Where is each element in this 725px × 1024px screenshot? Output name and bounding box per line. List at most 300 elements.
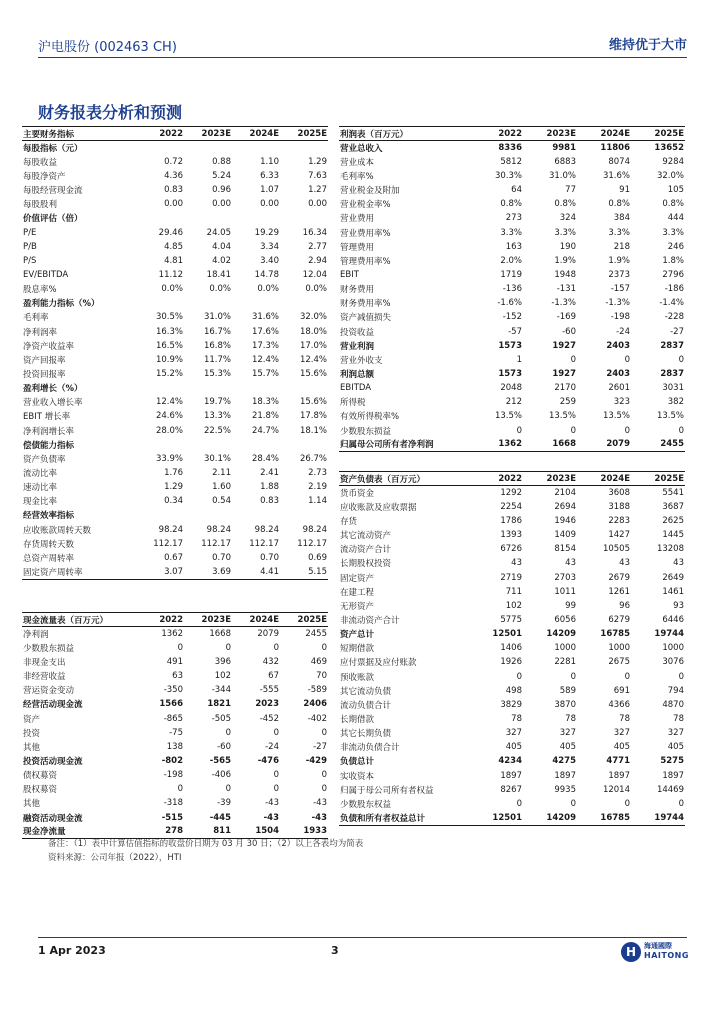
value-cell: 16.3%: [155, 326, 183, 337]
value-cell: 1.29: [308, 156, 327, 167]
row-label: 速动比率: [23, 483, 58, 494]
table-row: [22, 296, 328, 310]
value-cell: 0.54: [212, 496, 231, 507]
value-cell: 4.81: [164, 255, 183, 266]
value-cell: 0: [321, 784, 327, 795]
table-row: [339, 500, 685, 514]
value-cell: 14209: [523, 811, 577, 825]
value-cell: [280, 141, 328, 155]
row-label: 毛利率%: [340, 171, 374, 182]
value-cell: 6279: [608, 614, 630, 625]
table-row: [22, 353, 328, 367]
value-cell: 0.00: [308, 199, 327, 210]
value-cell: 212: [505, 397, 522, 408]
value-cell: [232, 381, 280, 395]
value-cell: 2694: [554, 501, 576, 512]
value-cell: 3.34: [260, 241, 279, 252]
value-cell: 384: [613, 213, 630, 224]
value-cell: 5.15: [280, 565, 328, 579]
value-cell: 1926: [500, 657, 522, 668]
value-cell: 0.8%: [554, 199, 576, 210]
value-cell: 1011: [554, 586, 576, 597]
row-label: 负债和所有者权益总计: [339, 811, 469, 825]
value-cell: 13.5%: [494, 411, 522, 422]
value-cell: 711: [505, 586, 522, 597]
value-cell: 2837: [660, 368, 684, 379]
value-cell: 0: [177, 642, 183, 653]
value-cell: 2.73: [308, 467, 327, 478]
table-row: [339, 141, 685, 155]
year-header-cell: 2025E: [631, 127, 685, 141]
row-label: 非流动负债合计: [340, 743, 400, 754]
report-date: 1 Apr 2023: [38, 944, 106, 957]
value-cell: -1.3%: [551, 298, 576, 309]
value-cell: 13.3%: [203, 411, 231, 422]
table-row: [339, 324, 685, 338]
value-cell: 0: [624, 354, 630, 365]
value-cell: -43: [265, 798, 279, 809]
value-cell: 190: [559, 241, 576, 252]
value-cell: -43: [311, 812, 327, 823]
value-cell: 327: [559, 728, 576, 739]
table-row: [22, 641, 328, 655]
value-cell: 2373: [608, 269, 630, 280]
value-cell: 323: [613, 397, 630, 408]
value-cell: 1668: [209, 628, 231, 639]
value-cell: 1000: [662, 643, 684, 654]
value-cell: 15.6%: [299, 368, 327, 379]
value-cell: 78: [565, 713, 576, 724]
value-cell: -43: [313, 798, 327, 809]
table-row: [22, 740, 328, 754]
value-cell: 16785: [600, 629, 630, 640]
table-row: [339, 528, 685, 542]
value-cell: 64: [511, 185, 522, 196]
value-cell: 1.9%: [608, 255, 630, 266]
year-header-cell: 2022: [469, 127, 523, 141]
table-row: [339, 409, 685, 423]
table-row: [339, 211, 685, 225]
page-number: 3: [331, 944, 339, 957]
table-row: [339, 240, 685, 254]
value-cell: [280, 296, 328, 310]
value-cell: 0: [273, 727, 279, 738]
haitong-logo-icon: H: [621, 942, 641, 962]
value-cell: -865: [163, 713, 183, 724]
value-cell: 0.00: [212, 199, 231, 210]
value-cell: 1897: [554, 770, 576, 781]
value-cell: 93: [673, 600, 684, 611]
row-label: 归属于母公司所有者权益: [340, 785, 434, 796]
value-cell: 0: [273, 770, 279, 781]
value-cell: 28.4%: [251, 453, 279, 464]
notes: [48, 837, 363, 865]
value-cell: 1927: [552, 340, 576, 351]
table-row: [339, 726, 685, 740]
value-cell: 2254: [500, 501, 522, 512]
value-cell: 26.7%: [299, 453, 327, 464]
table-row: [22, 282, 328, 296]
value-cell: -57: [508, 326, 522, 337]
value-cell: 17.8%: [299, 411, 327, 422]
value-cell: 4.04: [212, 241, 231, 252]
row-label: 股息率%: [23, 285, 57, 296]
value-cell: 9935: [554, 784, 576, 795]
value-cell: -1.6%: [497, 298, 522, 309]
value-cell: 19744: [654, 629, 684, 640]
table-row: [22, 565, 328, 579]
value-cell: -555: [259, 685, 279, 696]
value-cell: 0: [678, 798, 684, 809]
table-row: [22, 669, 328, 683]
year-header-cell: 2023E: [523, 472, 577, 486]
table-row: [339, 169, 685, 183]
value-cell: 589: [559, 685, 576, 696]
value-cell: 3.3%: [554, 227, 576, 238]
table-row: [22, 339, 328, 353]
value-cell: 1897: [500, 770, 522, 781]
table-row: [22, 310, 328, 324]
value-cell: 1.8%: [662, 255, 684, 266]
value-cell: 1933: [280, 825, 328, 839]
value-cell: 3687: [662, 501, 684, 512]
value-cell: 2104: [554, 487, 576, 498]
value-cell: 0: [516, 798, 522, 809]
table-header-row: [22, 613, 328, 627]
value-cell: [232, 141, 280, 155]
value-cell: 2649: [662, 572, 684, 583]
value-cell: -27: [670, 326, 684, 337]
row-label: 应收账款及应收票据: [340, 502, 417, 513]
value-cell: 273: [505, 213, 522, 224]
value-cell: 4771: [606, 756, 630, 767]
value-cell: -75: [169, 727, 183, 738]
value-cell: 77: [565, 185, 576, 196]
value-cell: 43: [511, 558, 522, 569]
row-label: P/S: [23, 255, 37, 266]
value-cell: 0: [321, 642, 327, 653]
value-cell: 1927: [552, 368, 576, 379]
row-label: 流动负债合计: [340, 700, 392, 711]
row-label: 毛利率: [23, 313, 49, 324]
table-row: [339, 155, 685, 169]
table-title-cell: 利润表（百万元）: [339, 127, 469, 141]
value-cell: [280, 438, 328, 452]
row-label: 净利润: [23, 629, 49, 640]
value-cell: 31.6%: [602, 170, 630, 181]
table-row: [339, 353, 685, 367]
value-cell: 32.0%: [299, 312, 327, 323]
value-cell: 0.67: [164, 552, 183, 563]
value-cell: 1897: [662, 770, 684, 781]
value-cell: 13.5%: [602, 411, 630, 422]
row-label: 存货周转天数: [23, 539, 75, 550]
row-label: 债权募资: [23, 771, 58, 782]
table-row: [22, 183, 328, 197]
value-cell: 6056: [554, 614, 576, 625]
key-indicators-table: [22, 126, 328, 580]
value-cell: 31.0%: [203, 312, 231, 323]
table-row: [339, 254, 685, 268]
row-label: 在建工程: [340, 587, 375, 598]
value-cell: 2281: [554, 657, 576, 668]
value-cell: 0.0%: [257, 284, 279, 295]
value-cell: -452: [259, 713, 279, 724]
table-row: [339, 655, 685, 669]
row-label: 偿债能力指标: [23, 440, 75, 451]
value-cell: 1461: [662, 586, 684, 597]
value-cell: 2.94: [308, 255, 327, 266]
table-row: [22, 225, 328, 239]
value-cell: 4870: [662, 699, 684, 710]
value-cell: 0: [624, 671, 630, 682]
value-cell: 16.7%: [203, 326, 231, 337]
value-cell: 0.8%: [662, 199, 684, 210]
value-cell: -169: [556, 312, 576, 323]
value-cell: 2.0%: [500, 255, 522, 266]
value-cell: 12501: [469, 811, 523, 825]
value-cell: -24: [616, 326, 630, 337]
value-cell: 13208: [656, 544, 684, 555]
value-cell: -1.3%: [605, 298, 630, 309]
table-row: [339, 423, 685, 437]
table-header-row: [22, 127, 328, 141]
value-cell: 0: [624, 425, 630, 436]
table-row: [339, 797, 685, 811]
value-cell: 112.17: [153, 538, 183, 549]
table-row: [339, 627, 685, 641]
value-cell: 24.05: [206, 227, 231, 238]
row-label: 应收账款周转天数: [23, 525, 92, 536]
table-row: [22, 324, 328, 338]
value-cell: [184, 508, 232, 522]
value-cell: 7.63: [308, 170, 327, 181]
table-row: [339, 740, 685, 754]
value-cell: -429: [305, 755, 327, 766]
value-cell: 19.7%: [203, 397, 231, 408]
value-cell: 0: [570, 671, 576, 682]
value-cell: 3870: [554, 699, 576, 710]
row-label: 固定资产: [340, 573, 375, 584]
row-label: 营业总收入: [340, 143, 383, 154]
value-cell: [136, 296, 184, 310]
value-cell: 112.17: [249, 538, 279, 549]
value-cell: 2170: [554, 383, 576, 394]
row-label: 现金比率: [23, 497, 58, 508]
row-label: P/B: [23, 241, 37, 252]
value-cell: 6446: [662, 614, 684, 625]
value-cell: [232, 211, 280, 225]
value-cell: 19.29: [254, 227, 279, 238]
value-cell: 5775: [500, 614, 522, 625]
row-label: 有效所得税率%: [340, 412, 400, 423]
balance-sheet-table: [339, 471, 685, 826]
value-cell: [280, 508, 328, 522]
row-label: 其它流动负债: [340, 686, 392, 697]
value-cell: 0: [516, 425, 522, 436]
value-cell: 15.3%: [203, 368, 231, 379]
table-row: [339, 585, 685, 599]
table-row: [339, 542, 685, 556]
value-cell: 1261: [608, 586, 630, 597]
row-label: 短期借款: [340, 644, 375, 655]
row-label: 营业利润: [340, 341, 375, 352]
value-cell: 0: [678, 671, 684, 682]
value-cell: 327: [667, 728, 684, 739]
row-label: 投资: [23, 728, 41, 739]
value-cell: 30.1%: [203, 453, 231, 464]
value-cell: 469: [310, 656, 327, 667]
value-cell: 1948: [554, 269, 576, 280]
value-cell: 5275: [660, 756, 684, 767]
row-label: 财务费用率%: [340, 299, 391, 310]
value-cell: 0.00: [164, 199, 183, 210]
row-label: 其它流动资产: [340, 531, 392, 542]
value-cell: 0.70: [260, 552, 279, 563]
value-cell: 3.3%: [662, 227, 684, 238]
row-label: 资产负债率: [23, 454, 66, 465]
table-row: [339, 783, 685, 797]
value-cell: -157: [610, 284, 630, 295]
table-row: [22, 782, 328, 796]
row-label: 投资回报率: [23, 369, 66, 380]
value-cell: 0.69: [308, 552, 327, 563]
value-cell: 78: [511, 713, 522, 724]
row-label: 投资活动现金流: [23, 756, 83, 767]
row-label: 每股经营现金流: [23, 186, 83, 197]
value-cell: 2675: [608, 657, 630, 668]
table-row: [22, 155, 328, 169]
value-cell: 2.11: [212, 467, 231, 478]
table-row: [339, 310, 685, 324]
year-header-cell: 2025E: [280, 127, 328, 141]
value-cell: 14469: [656, 784, 684, 795]
table-row: [22, 466, 328, 480]
value-cell: 43: [619, 558, 630, 569]
row-label: 营业税金率%: [340, 200, 391, 211]
value-cell: 259: [559, 397, 576, 408]
value-cell: -198: [163, 770, 183, 781]
table-row: [339, 754, 685, 768]
value-cell: 13.5%: [656, 411, 684, 422]
value-cell: 0: [225, 727, 231, 738]
value-cell: 2.41: [260, 467, 279, 478]
row-label: 每股收益: [23, 157, 58, 168]
value-cell: [184, 141, 232, 155]
value-cell: 8074: [608, 156, 630, 167]
value-cell: 9284: [662, 156, 684, 167]
value-cell: 4275: [552, 756, 576, 767]
value-cell: 11.12: [158, 269, 183, 280]
row-label: 营业收入增长率: [23, 398, 83, 409]
row-label: 价值评估（倍）: [23, 214, 83, 225]
value-cell: 2601: [608, 383, 630, 394]
value-cell: 0: [321, 770, 327, 781]
value-cell: 18.41: [206, 269, 231, 280]
value-cell: 16785: [577, 811, 631, 825]
value-cell: 327: [505, 728, 522, 739]
value-cell: 2048: [500, 383, 522, 394]
value-cell: -402: [307, 713, 327, 724]
row-label: 净利润增长率: [23, 426, 75, 437]
value-cell: [232, 438, 280, 452]
value-cell: 1: [516, 354, 522, 365]
year-header-cell: 2022: [469, 472, 523, 486]
value-cell: 4.41: [232, 565, 280, 579]
value-cell: 70: [316, 671, 327, 682]
value-cell: 0.0%: [209, 284, 231, 295]
row-label: 资产总计: [340, 630, 375, 641]
value-cell: -406: [211, 770, 231, 781]
value-cell: -24: [265, 741, 279, 752]
row-label: 净利润率: [23, 327, 58, 338]
table-row: [22, 395, 328, 409]
value-cell: 2625: [662, 515, 684, 526]
value-cell: 1786: [500, 515, 522, 526]
value-cell: 17.0%: [299, 340, 327, 351]
value-cell: -318: [163, 798, 183, 809]
row-label: 资产回报率: [23, 355, 66, 366]
table-row: [22, 197, 328, 211]
table-title-cell: 现金流量表（百万元）: [22, 613, 136, 627]
value-cell: 3188: [608, 501, 630, 512]
year-header-cell: 2023E: [523, 127, 577, 141]
value-cell: -445: [209, 812, 231, 823]
value-cell: 138: [166, 741, 183, 752]
value-cell: -131: [556, 284, 576, 295]
table-row: [339, 268, 685, 282]
value-cell: 67: [268, 671, 279, 682]
value-cell: 432: [262, 656, 279, 667]
value-cell: 0: [273, 642, 279, 653]
value-cell: 31.6%: [251, 312, 279, 323]
value-cell: 2719: [500, 572, 522, 583]
value-cell: 1406: [500, 643, 522, 654]
value-cell: 491: [166, 656, 183, 667]
value-cell: 6726: [500, 544, 522, 555]
table-row: [22, 240, 328, 254]
row-label: 实收资本: [340, 771, 375, 782]
value-cell: 8154: [554, 544, 576, 555]
table-row: [339, 197, 685, 211]
value-cell: 1.76: [164, 467, 183, 478]
row-label: 其他: [23, 799, 41, 810]
value-cell: 2837: [660, 340, 684, 351]
table-row: [22, 683, 328, 697]
row-label: 营业外收支: [340, 355, 383, 366]
value-cell: 1409: [554, 530, 576, 541]
value-cell: 1.10: [260, 156, 279, 167]
value-cell: 405: [505, 742, 522, 753]
row-label: 管理费用率%: [340, 256, 391, 267]
value-cell: 12.4%: [155, 397, 183, 408]
value-cell: 102: [214, 671, 231, 682]
value-cell: 2.19: [308, 482, 327, 493]
table-row: [339, 556, 685, 570]
section-title: 财务报表分析和预测: [38, 103, 183, 122]
value-cell: -1.4%: [659, 298, 684, 309]
value-cell: 0.83: [260, 496, 279, 507]
table-row: [339, 486, 685, 500]
year-header-cell: 2022: [136, 613, 184, 627]
value-cell: 13652: [654, 142, 684, 153]
table-row: [339, 183, 685, 197]
value-cell: 0: [570, 354, 576, 365]
value-cell: 1.88: [260, 482, 279, 493]
row-label: 长期股权投资: [340, 559, 392, 570]
value-cell: 0.8%: [608, 199, 630, 210]
value-cell: 0.96: [212, 185, 231, 196]
